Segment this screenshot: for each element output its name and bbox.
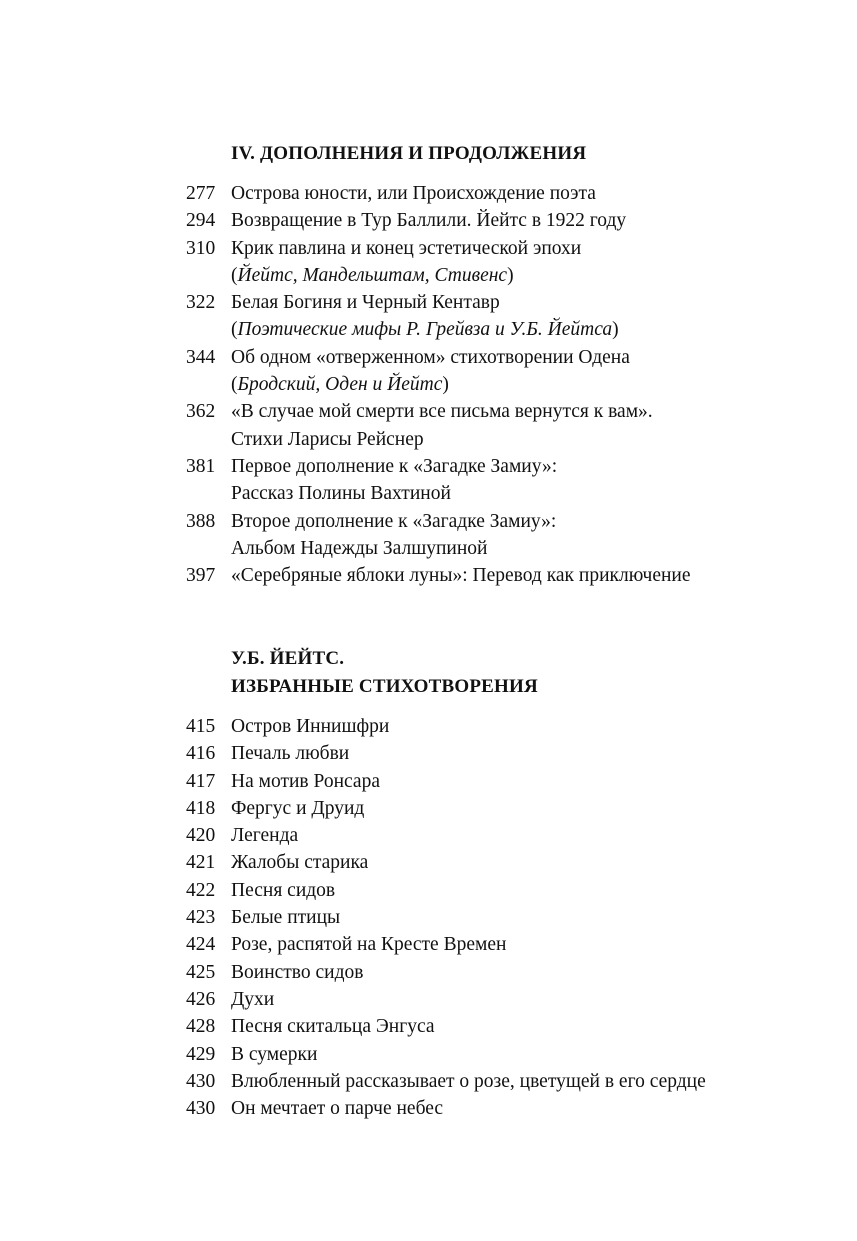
entry-subtitle <box>231 316 857 343</box>
entry-text <box>231 1095 857 1122</box>
entry-text <box>231 1013 857 1040</box>
entry-title: «В случае мой смерти все письма вернутся к вам». <box>231 401 653 423</box>
page-number: 426 <box>186 988 216 1010</box>
subtitle-open-paren: ( <box>231 374 238 396</box>
entry-title: Легенда <box>231 825 299 847</box>
entry-subtitle <box>231 371 857 398</box>
entry-text <box>231 768 857 795</box>
toc-entry[interactable] <box>0 877 857 904</box>
toc-entry[interactable] <box>0 904 857 931</box>
entry-text <box>231 207 857 234</box>
entry-title: Печаль любви <box>231 743 350 765</box>
entry-title: Духи <box>231 988 275 1010</box>
toc-entry[interactable] <box>0 822 857 849</box>
page-number: 430 <box>186 1098 216 1120</box>
page-number: 310 <box>186 237 216 259</box>
page-number: 424 <box>186 934 216 956</box>
page-number: 277 <box>186 183 216 204</box>
subtitle-open-paren: ( <box>231 319 238 341</box>
subtitle-open-paren: ( <box>231 264 238 286</box>
entry-title: Острова юности, или Происхождение поэта <box>231 183 596 204</box>
entry-text <box>231 1068 857 1095</box>
entry-text <box>231 849 857 876</box>
entry-title: Второе дополнение к «Загадке Замиу»: <box>231 510 557 532</box>
subtitle-text: Поэтические мифы Р. Грейвза и У.Б. Йейтса <box>237 319 613 341</box>
entry-subtitle <box>231 262 857 289</box>
page-number: 418 <box>186 797 216 819</box>
entry-title: Песня сидов <box>231 879 336 901</box>
toc-entry[interactable] <box>0 180 857 207</box>
entry-title: «Серебряные яблоки луны»: Перевод как приключение <box>231 565 691 587</box>
toc-section-additions <box>0 140 857 589</box>
page-number: 423 <box>186 907 216 929</box>
section-heading <box>231 645 857 701</box>
entry-title: Белые птицы <box>231 907 341 929</box>
entry-text <box>231 822 857 849</box>
page-number: 344 <box>186 346 216 368</box>
toc-entry[interactable] <box>0 1068 857 1095</box>
toc-entry[interactable] <box>0 508 857 563</box>
entry-text <box>231 289 857 344</box>
entry-title: На мотив Ронсара <box>231 770 380 792</box>
entry-title: Остров Иннишфри <box>231 716 390 737</box>
subtitle-close-paren: ) <box>612 319 619 341</box>
toc-list <box>0 180 857 589</box>
section-heading-line: У.Б. ЙЕЙТС. <box>231 648 345 669</box>
entry-title: Жалобы старика <box>231 852 369 874</box>
page-number: 428 <box>186 1016 216 1038</box>
page-number: 388 <box>186 510 216 532</box>
entry-title-continuation: Стихи Ларисы Рейснер <box>231 428 424 450</box>
entry-text <box>231 1041 857 1068</box>
toc-entry[interactable] <box>0 849 857 876</box>
entry-text <box>231 508 857 563</box>
entry-title: В сумерки <box>231 1043 318 1065</box>
toc-entry[interactable] <box>0 1095 857 1122</box>
toc-entry[interactable] <box>0 713 857 740</box>
entry-text <box>231 904 857 931</box>
page-number: 429 <box>186 1043 216 1065</box>
entry-text <box>231 986 857 1013</box>
page-number: 397 <box>186 565 216 587</box>
section-heading-line: IV. ДОПОЛНЕНИЯ И ПРОДОЛЖЕНИЯ <box>231 143 587 164</box>
page-number: 362 <box>186 401 216 423</box>
entry-title: Крик павлина и конец эстетической эпохи <box>231 237 582 259</box>
entry-title: Фергус и Друид <box>231 797 365 819</box>
toc-entry[interactable] <box>0 795 857 822</box>
entry-title: Он мечтает о парче небес <box>231 1098 444 1120</box>
subtitle-text: Бродский, Оден и Йейтс <box>237 374 443 396</box>
toc-entry[interactable] <box>0 562 857 589</box>
entry-text <box>231 180 857 207</box>
toc-entry[interactable] <box>0 398 857 453</box>
toc-entry[interactable] <box>0 959 857 986</box>
section-heading-line: ИЗБРАННЫЕ СТИХОТВОРЕНИЯ <box>231 676 538 697</box>
toc-entry[interactable] <box>0 207 857 234</box>
toc-entry[interactable] <box>0 1041 857 1068</box>
page-number: 322 <box>186 292 216 314</box>
entry-title: Белая Богиня и Черный Кентавр <box>231 292 500 314</box>
toc-entry[interactable] <box>0 453 857 508</box>
page-number: 381 <box>186 455 216 477</box>
page-number: 421 <box>186 852 216 874</box>
entry-text <box>231 562 857 589</box>
entry-title-continuation: Альбом Надежды Залшупиной <box>231 537 488 559</box>
entry-text <box>231 959 857 986</box>
toc-section-yeats-poems <box>0 645 857 1122</box>
section-heading <box>231 140 857 168</box>
entry-text <box>231 398 857 453</box>
entry-text <box>231 344 857 399</box>
subtitle-close-paren: ) <box>507 264 514 286</box>
page-number: 416 <box>186 743 216 765</box>
entry-text <box>231 713 857 740</box>
entry-title: Первое дополнение к «Загадке Замиу»: <box>231 455 558 477</box>
toc-entry[interactable] <box>0 740 857 767</box>
toc-entry[interactable] <box>0 289 857 344</box>
entry-title: Возвращение в Тур Баллили. Йейтс в 1922 году <box>231 210 627 232</box>
page-number: 420 <box>186 825 216 847</box>
entry-text <box>231 235 857 290</box>
toc-entry[interactable] <box>0 235 857 290</box>
toc-entry[interactable] <box>0 1013 857 1040</box>
toc-entry[interactable] <box>0 931 857 958</box>
toc-list <box>0 713 857 1122</box>
entry-title: Влюбленный рассказывает о розе, цветущей в его сердце <box>231 1070 706 1092</box>
entry-text <box>231 795 857 822</box>
toc-entry[interactable] <box>0 344 857 399</box>
entry-title-continuation: Рассказ Полины Вахтиной <box>231 483 451 505</box>
entry-text <box>231 740 857 767</box>
entry-title: Воинство сидов <box>231 961 364 983</box>
entry-text <box>231 931 857 958</box>
toc-entry[interactable] <box>0 768 857 795</box>
page-number: 425 <box>186 961 216 983</box>
page-number: 417 <box>186 770 216 792</box>
page-number: 430 <box>186 1070 216 1092</box>
toc-entry[interactable] <box>0 986 857 1013</box>
subtitle-text: Йейтс, Мандельштам, Стивенс <box>237 264 508 286</box>
page-number: 294 <box>186 210 216 232</box>
page-number: 415 <box>186 716 216 737</box>
entry-text <box>231 453 857 508</box>
entry-title: Песня скитальца Энгуса <box>231 1016 435 1038</box>
entry-title: Об одном «отверженном» стихотворении Одена <box>231 346 630 368</box>
subtitle-close-paren: ) <box>442 374 449 396</box>
entry-text <box>231 877 857 904</box>
page-number: 422 <box>186 879 216 901</box>
entry-title: Розе, распятой на Кресте Времен <box>231 934 507 956</box>
